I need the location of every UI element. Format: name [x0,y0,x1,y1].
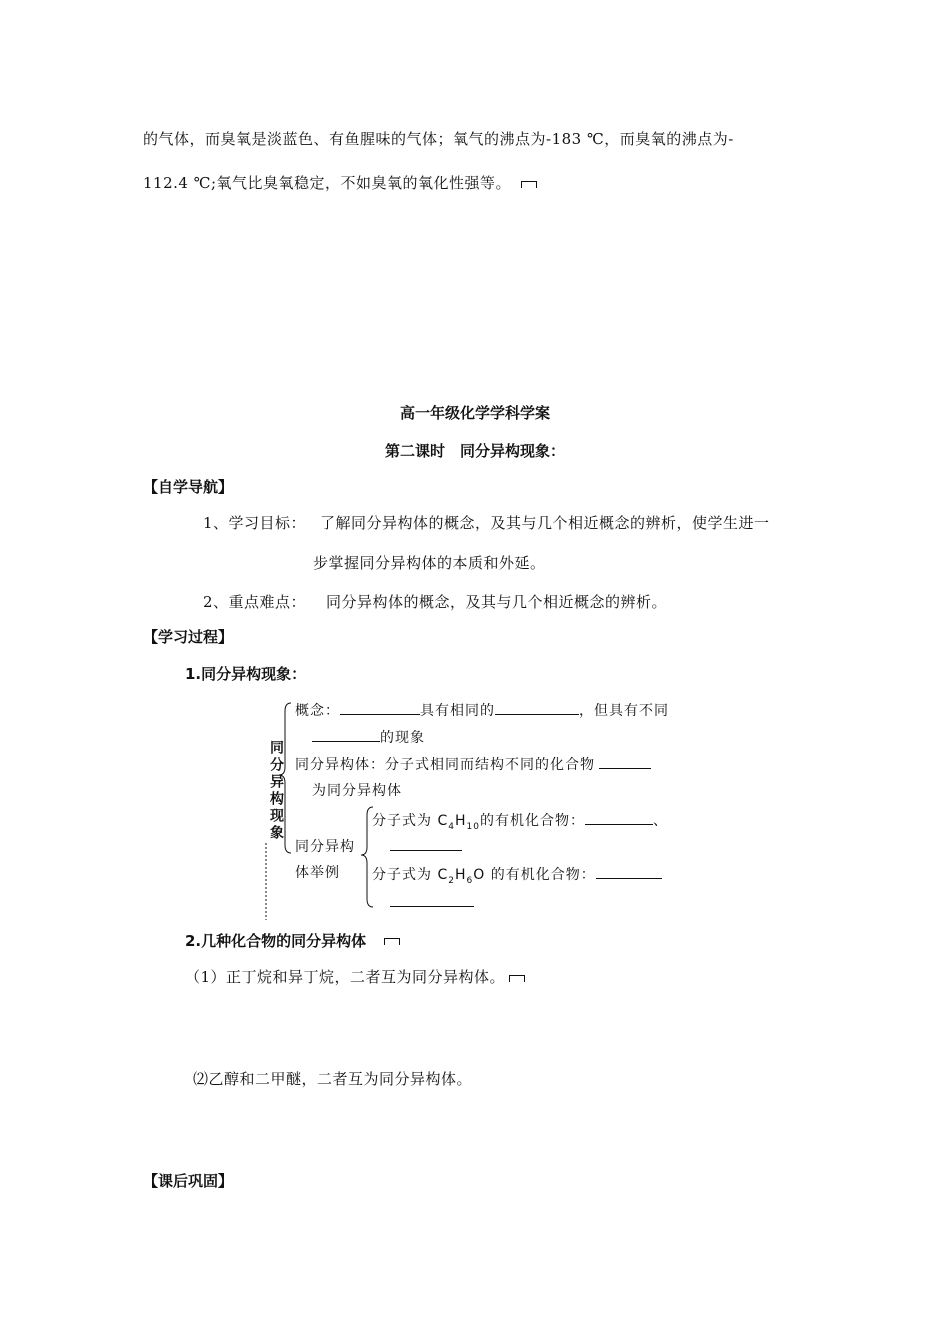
concept-blank-2[interactable] [495,700,579,715]
item-2: ⑵乙醇和二甲醚，二者互为同分异构体。 [193,1070,473,1088]
key-label: 2、重点难点： [203,593,307,611]
ex1-blank-2[interactable] [390,836,462,851]
ex1-sub-1: 4 [448,821,455,832]
section-heading-self-study: 【自学导航】 [143,478,234,496]
concept-label: 概念： [295,703,340,719]
ex2-row-2 [390,892,474,911]
concept-row-2 [312,727,425,747]
ex2-suffix: O 的有机化合物： [473,867,596,883]
ex1-mid: H [454,813,467,829]
isomer-row [295,754,651,774]
paragraph-line-2-text: 112.4 ℃;氧气比臭氧稳定，不如臭氧的氧化性强等。 [143,174,512,192]
concept-blank-1[interactable] [340,700,420,715]
section-2-title-text: 2.几种化合物的同分异构体 [185,932,367,950]
paragraph-line-2 [143,172,537,193]
ex1-sub-2: 10 [466,821,480,832]
example-1-row [372,810,668,832]
ex1-row-2 [390,836,462,855]
concept-mid: 具有相同的 [420,703,495,719]
ex1-separator: 、 [652,813,668,829]
isomer-label: 同分异构体： [295,757,385,773]
section-heading-process: 【学习过程】 [143,628,234,646]
example-2-row [372,864,662,886]
anchor-mark-icon-2 [384,938,400,945]
ex2-mid: H [454,867,467,883]
section-2-title [185,930,400,951]
ex1-prefix: 分子式为 C [372,813,449,829]
concept-blank-3[interactable] [312,727,380,742]
section-heading-review: 【课后巩固】 [143,1172,234,1190]
ex2-blank-2[interactable] [390,892,474,907]
goal-label: 1、学习目标： [203,514,307,532]
isomer-tail: 为同分异构体 [312,783,402,799]
ex2-prefix: 分子式为 C [372,867,449,883]
section-1-title: 1.同分异构现象： [185,665,307,683]
document-title: 高一年级化学学科学案 [399,404,550,422]
goal-text-line-1: 了解同分异构体的概念，及其与几个相近概念的辨析，使学生进一 [320,514,770,532]
example-label-2: 体举例 [295,865,340,881]
isomer-text: 分子式相同而结构不同的化合物 [385,757,595,773]
ex2-sub-2: 6 [466,875,474,886]
example-label-1: 同分异构 [295,839,355,855]
concept-row [295,700,669,720]
anchor-mark-icon [521,181,537,188]
ex1-blank-1[interactable] [585,810,653,825]
anchor-mark-icon-3 [509,975,525,982]
concept-tail: 的现象 [380,730,425,746]
diagram-root-label: 同分异构现象 [268,740,284,842]
key-text: 同分异构体的概念，及其与几个相近概念的辨析。 [326,593,668,611]
ex1-suffix: 的有机化合物： [479,813,585,829]
item-1-text: （1）正丁烷和异丁烷，二者互为同分异构体。 [185,968,506,986]
ex2-blank-1[interactable] [596,864,662,879]
goal-text-line-2: 步掌握同分异构体的本质和外延。 [313,554,546,572]
isomer-blank[interactable] [599,754,651,769]
paragraph-line-1: 的气体，而臭氧是淡蓝色、有鱼腥味的气体；氧气的沸点为-183 ℃，而臭氧的沸点为- [143,130,734,148]
lesson-title: 第二课时 同分异构现象： [384,442,565,460]
concept-end: ，但具有不同 [579,703,669,719]
item-1 [185,966,525,987]
ex2-sub-1: 2 [448,875,455,886]
